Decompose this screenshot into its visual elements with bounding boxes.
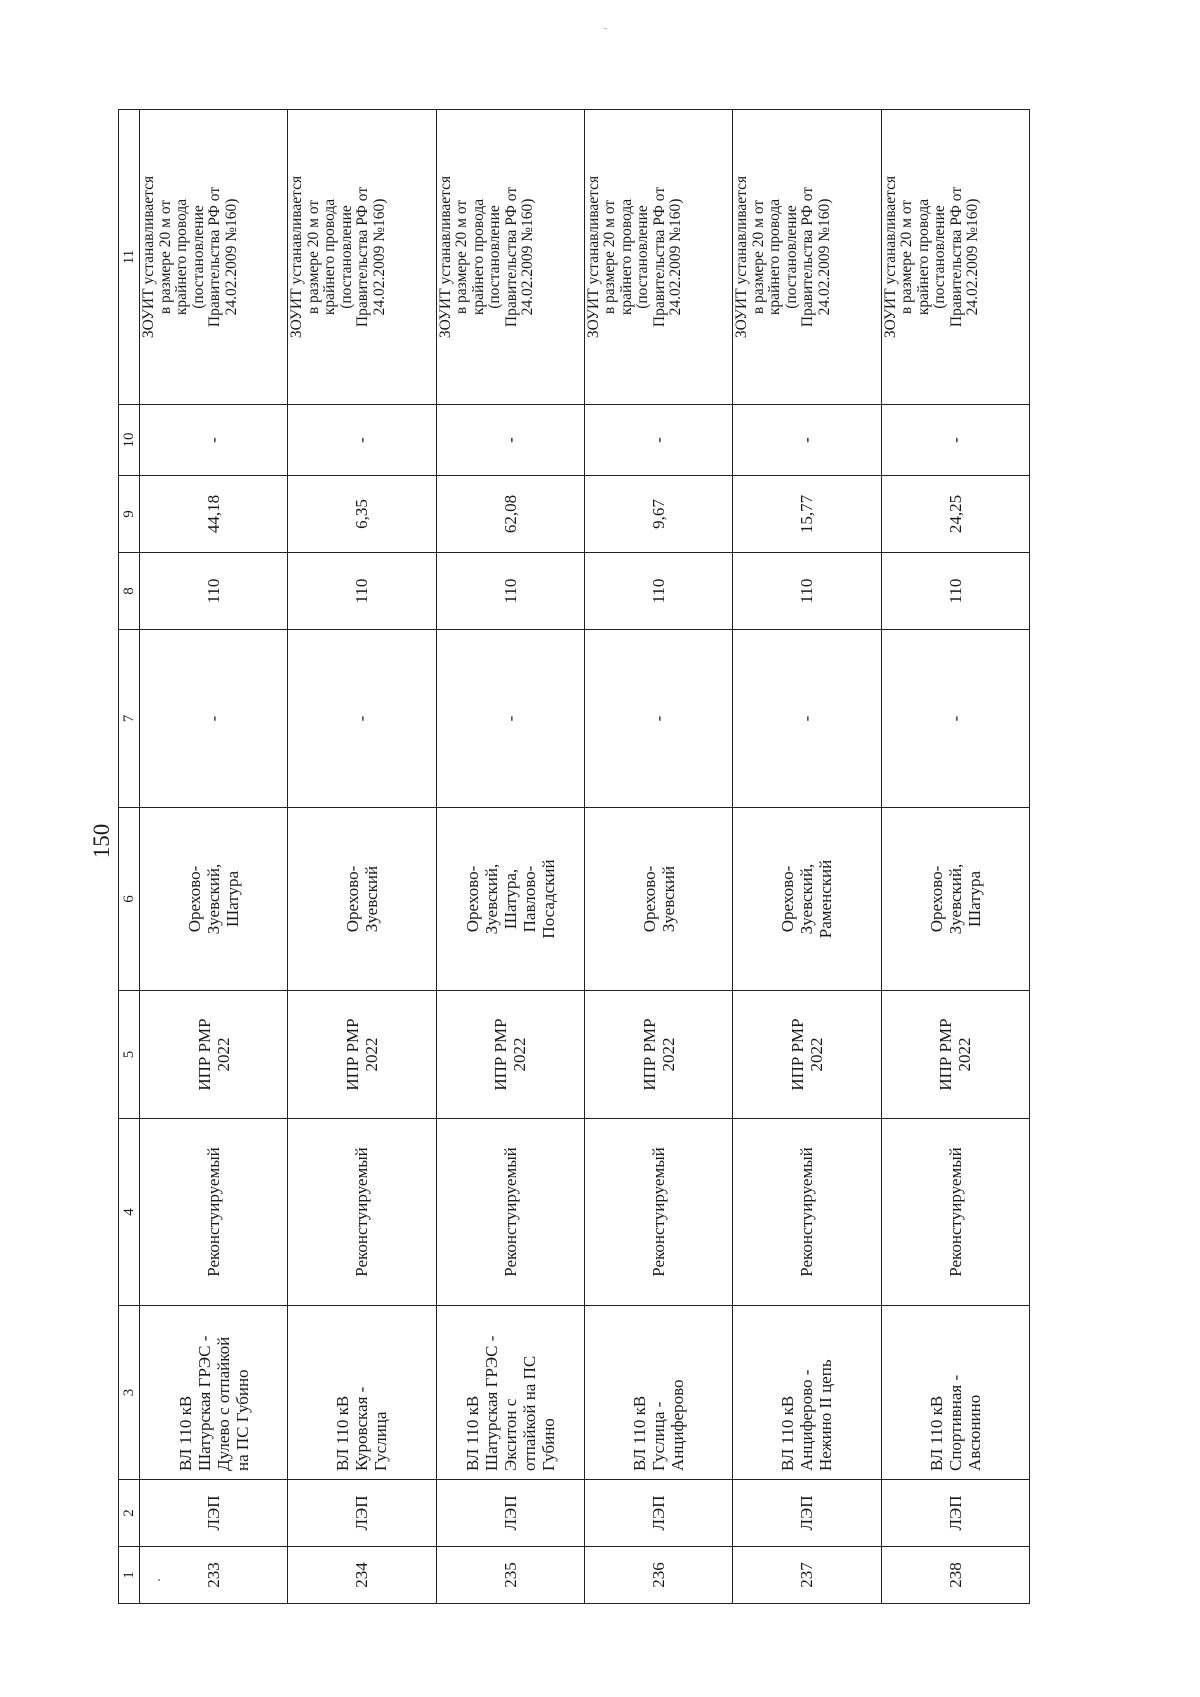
zone-note: ЗОУИТ устанавливается в размере 20 м от крайнего провода (постановление Правительства РФ от 24.02.2009 №160) (881, 110, 1029, 405)
row-number: 235 (436, 1547, 584, 1604)
column-number: 1 (119, 1547, 140, 1604)
object-status: Реконстуируемый (140, 1119, 288, 1306)
column-number: 5 (119, 991, 140, 1119)
voltage: 110 (140, 553, 288, 630)
column-number: 6 (119, 808, 140, 991)
zone-note: ЗОУИТ устанавливается в размере 20 м от крайнего провода (постановление Правительства РФ от 24.02.2009 №160) (584, 110, 732, 405)
zone-note: ЗОУИТ устанавливается в размере 20 м от крайнего провода (постановление Правительства РФ от 24.02.2009 №160) (733, 110, 881, 405)
districts: Орехово- Зуевский, Шатура (140, 808, 288, 991)
column-number: 3 (119, 1306, 140, 1480)
object-type: ЛЭП (881, 1480, 1029, 1547)
voltage: 110 (584, 553, 732, 630)
column-10-value: - (436, 405, 584, 476)
column-7-value: - (733, 630, 881, 808)
column-7-value: - (584, 630, 732, 808)
line-length: 44,18 (140, 476, 288, 553)
row-number: 238 (881, 1547, 1029, 1604)
table-row (436, 110, 584, 1604)
source-document: ИПР РМР 2022 (436, 991, 584, 1119)
column-number: 8 (119, 553, 140, 630)
object-name: ВЛ 110 кВ Шатурская ГРЭС - Экситон с отпайкой на ПС Губино (436, 1306, 584, 1480)
column-7-value: - (140, 630, 288, 808)
column-10-value: - (584, 405, 732, 476)
districts: Орехово- Зуевский, Шатура (881, 808, 1029, 991)
table-row (288, 110, 436, 1604)
object-name: ВЛ 110 кВ Гуслица - Анциферово (584, 1306, 732, 1480)
column-10-value: - (733, 405, 881, 476)
table-row (733, 110, 881, 1604)
line-length: 15,77 (733, 476, 881, 553)
object-status: Реконстуируемый (436, 1119, 584, 1306)
zone-note: ЗОУИТ устанавливается в размере 20 м от крайнего провода (постановление Правительства РФ от 24.02.2009 №160) (140, 110, 288, 405)
districts: Орехово- Зуевский (584, 808, 732, 991)
object-status: Реконстуируемый (733, 1119, 881, 1306)
column-number: 2 (119, 1480, 140, 1547)
table-rotated-container (118, 110, 1030, 1604)
row-number: 234 (288, 1547, 436, 1604)
column-10-value: - (881, 405, 1029, 476)
source-document: ИПР РМР 2022 (733, 991, 881, 1119)
districts: Орехово- Зуевский (288, 808, 436, 991)
source-document: ИПР РМР 2022 (584, 991, 732, 1119)
column-number-row (119, 110, 140, 1604)
object-name: ВЛ 110 кВ Шатурская ГРЭС - Дулево с отпайкой на ПС Губино (140, 1306, 288, 1480)
column-number: 4 (119, 1119, 140, 1306)
row-number: 237 (733, 1547, 881, 1604)
zone-note: ЗОУИТ устанавливается в размере 20 м от крайнего провода (постановление Правительства РФ от 24.02.2009 №160) (288, 110, 436, 405)
column-10-value: - (140, 405, 288, 476)
row-number: 233 (140, 1547, 288, 1604)
line-length: 9,67 (584, 476, 732, 553)
line-length: 6,35 (288, 476, 436, 553)
object-type: ЛЭП (436, 1480, 584, 1547)
line-length: 24,25 (881, 476, 1029, 553)
row-number: 236 (584, 1547, 732, 1604)
object-type: ЛЭП (140, 1480, 288, 1547)
districts: Орехово- Зуевский, Раменский (733, 808, 881, 991)
page-number: 150 (89, 823, 114, 859)
column-7-value: - (436, 630, 584, 808)
voltage: 110 (288, 553, 436, 630)
districts: Орехово- Зуевский, Шатура, Павлово- Посадский (436, 808, 584, 991)
source-document: ИПР РМР 2022 (288, 991, 436, 1119)
table-row (140, 110, 288, 1604)
column-number: 10 (119, 405, 140, 476)
zone-note: ЗОУИТ устанавливается в размере 20 м от крайнего провода (постановление Правительства РФ от 24.02.2009 №160) (436, 110, 584, 405)
object-name: ВЛ 110 кВ Анциферово - Нежино II цепь (733, 1306, 881, 1480)
source-document: ИПР РМР 2022 (881, 991, 1029, 1119)
column-10-value: - (288, 405, 436, 476)
voltage: 110 (733, 553, 881, 630)
scan-speck (158, 1579, 160, 1581)
table-row (881, 110, 1029, 1604)
objects-table (118, 109, 1030, 1604)
object-status: Реконстуируемый (288, 1119, 436, 1306)
table-row (584, 110, 732, 1604)
object-status: Реконстуируемый (584, 1119, 732, 1306)
object-type: ЛЭП (733, 1480, 881, 1547)
object-name: ВЛ 110 кВ Спортивная - Авсюнино (881, 1306, 1029, 1480)
column-number: 9 (119, 476, 140, 553)
column-7-value: - (881, 630, 1029, 808)
column-7-value: - (288, 630, 436, 808)
source-document: ИПР РМР 2022 (140, 991, 288, 1119)
object-type: ЛЭП (584, 1480, 732, 1547)
object-status: Реконстуируемый (881, 1119, 1029, 1306)
scan-speck (604, 28, 607, 29)
object-type: ЛЭП (288, 1480, 436, 1547)
voltage: 110 (881, 553, 1029, 630)
object-name: ВЛ 110 кВ Куровская - Гуслица (288, 1306, 436, 1480)
voltage: 110 (436, 553, 584, 630)
column-number: 11 (119, 110, 140, 405)
column-number: 7 (119, 630, 140, 808)
line-length: 62,08 (436, 476, 584, 553)
